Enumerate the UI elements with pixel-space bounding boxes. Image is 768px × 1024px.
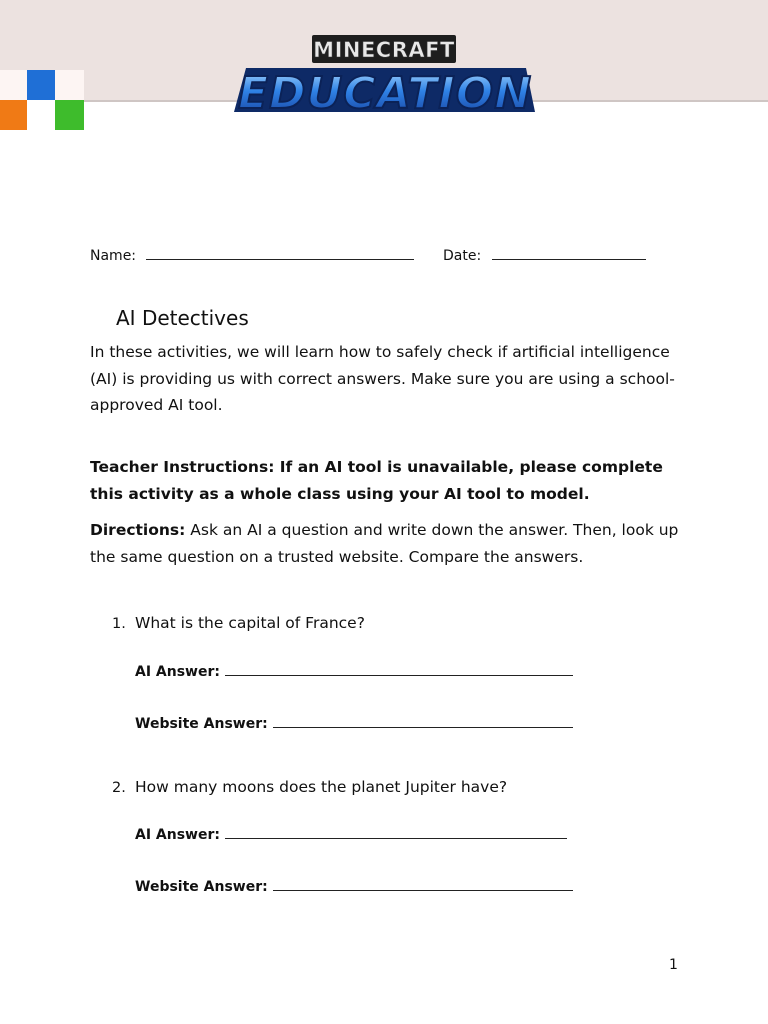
ai-answer-blank-line[interactable]: [225, 824, 567, 839]
directions-label: Directions:: [90, 521, 186, 539]
website-answer-blank-line[interactable]: [273, 876, 573, 891]
directions-paragraph: [90, 517, 680, 570]
page-title: AI Detectives: [116, 306, 249, 330]
ai-answer-blank-line[interactable]: [225, 661, 573, 676]
website-answer-label: Website Answer:: [135, 879, 268, 895]
pixel-block-cream-top-right: [55, 70, 84, 100]
website-answer-blank-line[interactable]: [273, 713, 573, 728]
teacher-instructions: Teacher Instructions: If an AI tool is unavailable, please complete this activity as a whole class using your AI tool to model.: [90, 458, 663, 503]
page-number: 1: [669, 957, 678, 973]
website-answer-label: Website Answer:: [135, 716, 268, 732]
pixel-block-orange: [0, 100, 27, 130]
pixel-block-white: [27, 100, 55, 130]
directions-text: Ask an AI a question and write down the answer. Then, look up the same question on a trusted website. Compare the answers.: [90, 521, 679, 566]
ai-answer-label: AI Answer:: [135, 664, 220, 680]
question-1-text: What is the capital of France?: [135, 614, 365, 632]
question-2-website-answer: [135, 876, 573, 895]
svg-text:MINECRAFT: MINECRAFT: [313, 38, 455, 62]
minecraft-education-logo: [232, 32, 538, 120]
question-1-website-answer: [135, 713, 573, 732]
date-blank-line[interactable]: [492, 245, 646, 260]
svg-text:EDUCATION: EDUCATION: [237, 68, 533, 119]
ai-answer-label: AI Answer:: [135, 827, 220, 843]
intro-paragraph: In these activities, we will learn how to safely check if artificial intelligence (AI) is providing us with correct answers. Make sure you are using a school-approved AI tool.: [90, 343, 675, 414]
name-field-row: [90, 245, 414, 264]
question-1-ai-answer: [135, 661, 573, 680]
pixel-block-blue: [27, 70, 55, 100]
date-field-row: [443, 245, 646, 264]
date-label: Date:: [443, 248, 482, 264]
question-2-number: 2.: [112, 780, 126, 796]
pixel-block-green: [55, 100, 84, 130]
question-2-ai-answer: [135, 824, 567, 843]
name-blank-line[interactable]: [146, 245, 414, 260]
question-2-text: How many moons does the planet Jupiter have?: [135, 778, 508, 796]
pixel-block-cream-top: [0, 70, 27, 100]
name-label: Name:: [90, 248, 137, 264]
question-1-number: 1.: [112, 616, 126, 632]
